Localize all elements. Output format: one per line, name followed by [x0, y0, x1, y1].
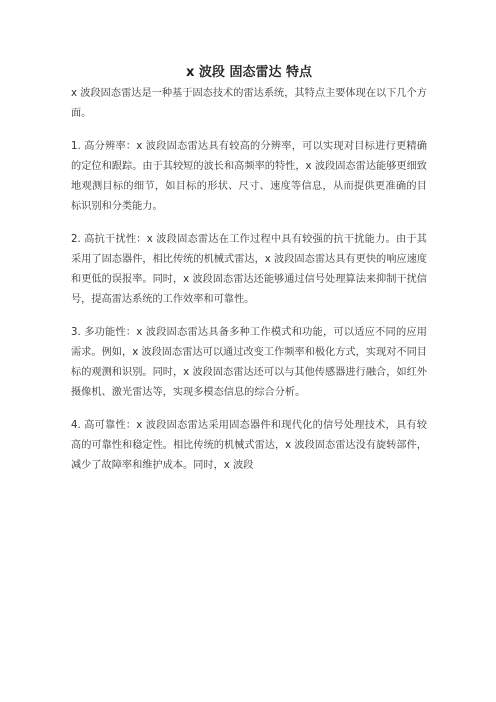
- paragraph-intro: x 波段固态雷达是一种基于固态技术的雷达系统，其特点主要体现在以下几个方面。: [71, 88, 427, 119]
- paragraph-reliability: 4. 高可靠性：x 波段固态雷达采用固态器件和现代化的信号处理技术，具有较高的可靠性和稳定性。相比传统的机械式雷达，x 波段固态雷达没有旋转部件，减少了故障率和维护成本。同时，x 波段: [71, 420, 427, 471]
- paragraph-anti-interference: 2. 高抗干扰性：x 波段固态雷达在工作过程中具有较强的抗干扰能力。由于其采用了固态器件，相比传统的机械式雷达，x 波段固态雷达具有更快的响应速度和更低的误报率。同时，x 波段固态雷达还能够通过信号处理算法来抑制干扰信号，提高雷达系统的工作效率和可靠性。: [71, 234, 427, 305]
- document-title: x 波段 固态雷达 特点: [186, 65, 312, 80]
- paragraph-multifunction: 3. 多功能性：x 波段固态雷达具备多种工作模式和功能，可以适应不同的应用需求。例如，x 波段固态雷达可以通过改变工作频率和极化方式，实现对不同目标的观测和识别。同时，x 波段固态雷达还可以与其他传感器进行融合，如红外摄像机、激光雷达等，实现多模态信息的综合分析。: [71, 327, 427, 398]
- paragraph-high-resolution: 1. 高分辨率：x 波段固态雷达具有较高的分辨率，可以实现对目标进行更精确的定位和跟踪。由于其较短的波长和高频率的特性，x 波段固态雷达能够更细致地观测目标的细节，如目标的形状、尺寸、速度等信息，从而提供更准确的目标识别和分类能力。: [71, 141, 427, 212]
